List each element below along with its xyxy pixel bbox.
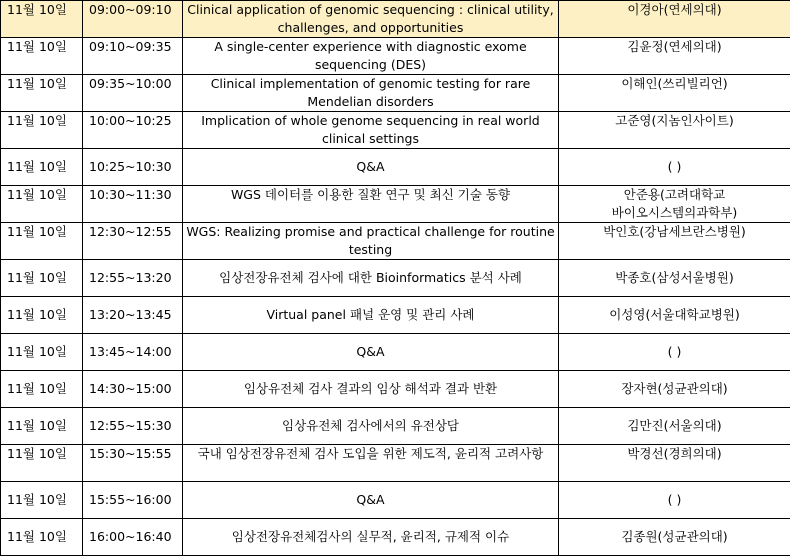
date-cell: 11월 10일 xyxy=(1,482,83,519)
speaker-cell: 김윤정(연세의대) xyxy=(559,38,790,75)
speaker-cell: 박종호(삼성서울병원) xyxy=(559,260,790,297)
table-row xyxy=(1,519,790,556)
date-cell: 11월 10일 xyxy=(1,334,83,371)
date-cell: 11월 10일 xyxy=(1,371,83,408)
date-cell: 11월 10일 xyxy=(1,445,83,482)
title-cell: Clinical implementation of genomic testing for rare Mendelian disorders xyxy=(183,75,559,112)
title-cell: 임상전장유전체 검사에 대한 Bioinformatics 분석 사례 xyxy=(183,260,559,297)
time-cell: 15:30~15:55 xyxy=(83,445,183,482)
time-cell: 15:55~16:00 xyxy=(83,482,183,519)
title-cell: Clinical application of genomic sequencing : clinical utility, challenges, and opportunities xyxy=(183,1,559,38)
speaker-cell: 이해인(쓰리빌리언) xyxy=(559,75,790,112)
date-cell: 11월 10일 xyxy=(1,1,83,38)
date-cell: 11월 10일 xyxy=(1,112,83,149)
table-row xyxy=(1,75,790,112)
title-cell: 임상전장유전체검사의 실무적, 윤리적, 규제적 이슈 xyxy=(183,519,559,556)
date-cell: 11월 10일 xyxy=(1,297,83,334)
title-cell: WGS: Realizing promise and practical challenge for routine testing xyxy=(183,223,559,260)
title-cell: WGS 데이터를 이용한 질환 연구 및 최신 기술 동향 xyxy=(183,186,559,223)
time-cell: 13:20~13:45 xyxy=(83,297,183,334)
table-row xyxy=(1,482,790,519)
title-cell: Q&A xyxy=(183,482,559,519)
date-cell: 11월 10일 xyxy=(1,408,83,445)
speaker-cell: 장자현(성균관의대) xyxy=(559,371,790,408)
time-cell: 10:30~11:30 xyxy=(83,186,183,223)
time-cell: 09:00~09:10 xyxy=(83,1,183,38)
speaker-cell: ( ) xyxy=(559,334,790,371)
speaker-cell: 안준용(고려대학교 바이오시스템의과학부) xyxy=(559,186,790,223)
title-cell: A single-center experience with diagnostic exome sequencing (DES) xyxy=(183,38,559,75)
time-cell: 12:55~13:20 xyxy=(83,260,183,297)
date-cell: 11월 10일 xyxy=(1,38,83,75)
title-cell: Virtual panel 패널 운영 및 관리 사례 xyxy=(183,297,559,334)
table-row xyxy=(1,260,790,297)
table-row xyxy=(1,186,790,223)
speaker-cell: 박인호(강남세브란스병원) xyxy=(559,223,790,260)
date-cell: 11월 10일 xyxy=(1,519,83,556)
speaker-cell: 이경아(연세의대) xyxy=(559,1,790,38)
speaker-cell: 이성영(서울대학교병원) xyxy=(559,297,790,334)
date-cell: 11월 10일 xyxy=(1,186,83,223)
table-row xyxy=(1,149,790,186)
date-cell: 11월 10일 xyxy=(1,260,83,297)
date-cell: 11월 10일 xyxy=(1,223,83,260)
speaker-cell: 고준영(지놈인사이트) xyxy=(559,112,790,149)
table-row xyxy=(1,1,790,38)
title-cell: 국내 임상전장유전체 검사 도입을 위한 제도적, 윤리적 고려사항 xyxy=(183,445,559,482)
table-row xyxy=(1,408,790,445)
table-row xyxy=(1,445,790,482)
speaker-cell: ( ) xyxy=(559,482,790,519)
title-cell: 임상유전체 검사 결과의 임상 해석과 결과 반환 xyxy=(183,371,559,408)
time-cell: 14:30~15:00 xyxy=(83,371,183,408)
table-row xyxy=(1,334,790,371)
table-row xyxy=(1,112,790,149)
table-row xyxy=(1,297,790,334)
date-cell: 11월 10일 xyxy=(1,149,83,186)
time-cell: 12:55~15:30 xyxy=(83,408,183,445)
title-cell: Q&A xyxy=(183,149,559,186)
table-row xyxy=(1,223,790,260)
time-cell: 10:25~10:30 xyxy=(83,149,183,186)
speaker-cell: ( ) xyxy=(559,149,790,186)
time-cell: 10:00~10:25 xyxy=(83,112,183,149)
date-cell: 11월 10일 xyxy=(1,75,83,112)
time-cell: 13:45~14:00 xyxy=(83,334,183,371)
title-cell: Implication of whole genome sequencing in real world clinical settings xyxy=(183,112,559,149)
speaker-cell: 김만진(서울의대) xyxy=(559,408,790,445)
speaker-cell: 김종원(성균관의대) xyxy=(559,519,790,556)
table-row xyxy=(1,371,790,408)
title-cell: Q&A xyxy=(183,334,559,371)
title-cell: 임상유전체 검사에서의 유전상담 xyxy=(183,408,559,445)
speaker-cell: 박경선(경희의대) xyxy=(559,445,790,482)
table-row xyxy=(1,38,790,75)
time-cell: 09:10~09:35 xyxy=(83,38,183,75)
time-cell: 12:30~12:55 xyxy=(83,223,183,260)
time-cell: 16:00~16:40 xyxy=(83,519,183,556)
time-cell: 09:35~10:00 xyxy=(83,75,183,112)
